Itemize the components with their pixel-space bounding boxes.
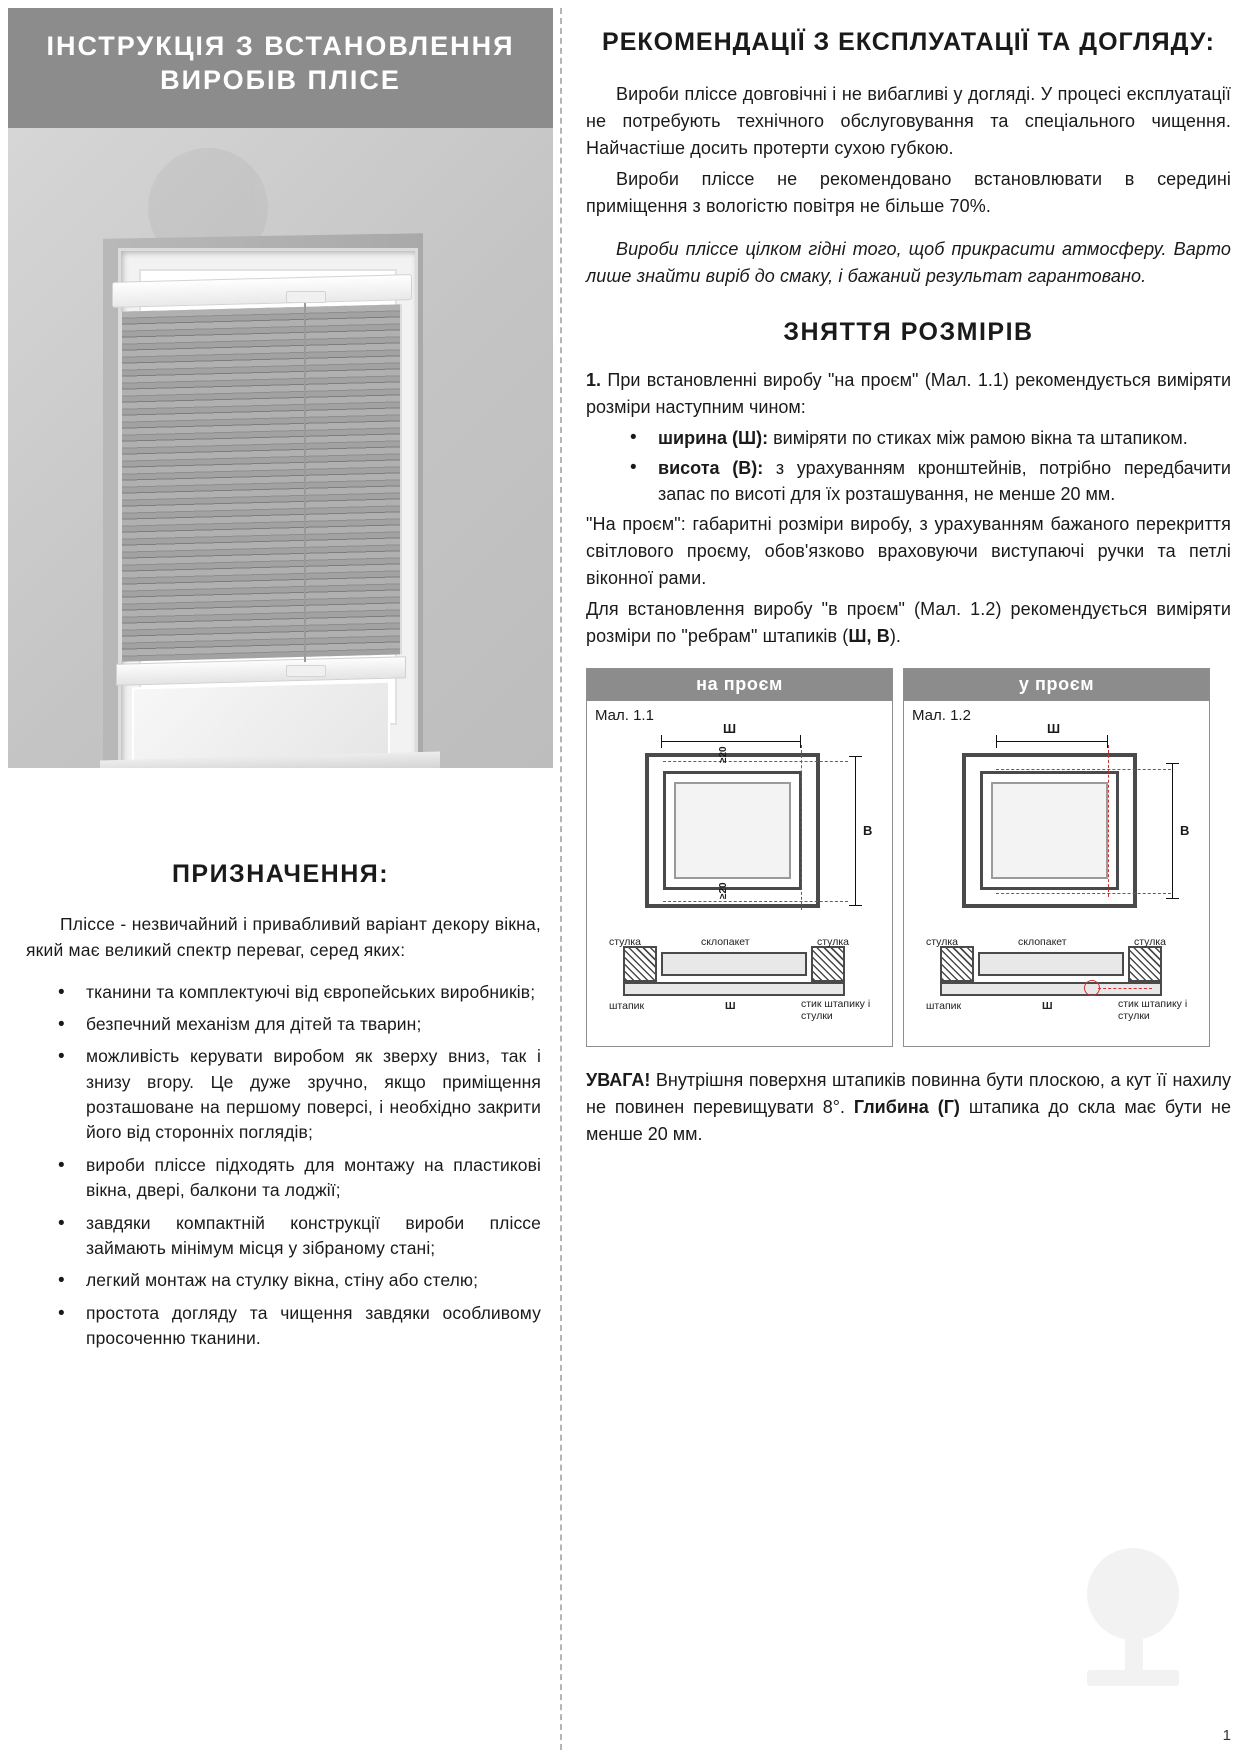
pleated-blind-fabric	[120, 304, 402, 661]
blind-top-handle	[286, 291, 326, 303]
measurement-bullet-list	[586, 425, 1231, 507]
figure-2-section-bead-left	[940, 946, 974, 982]
figure-2-sect-label-bead: штапик	[926, 999, 962, 1012]
figure-2-red-bottom	[996, 893, 1171, 894]
purpose-bullet-list	[28, 980, 541, 1352]
figure-1-height-tick-top	[849, 756, 862, 757]
height-desc: з урахуванням кронштейнів, потрібно передбачити запас по висоті для їх розташування, не менше 20 мм.	[658, 457, 1231, 504]
figure-2-width-line	[996, 741, 1108, 742]
figure-2-sect-label-joint: стик штапику і стулки	[1118, 997, 1188, 1022]
figure-2-label: Мал. 1.2	[912, 706, 971, 724]
list-item-height	[586, 455, 1231, 507]
page-number: 1	[1222, 1727, 1231, 1744]
measurement-step-1-number: 1.	[586, 369, 602, 390]
figure-2-window-sash	[980, 771, 1119, 890]
care-recommendations-heading: РЕКОМЕНДАЦІЇ З ЕКСПЛУАТАЦІЇ ТА ДОГЛЯДУ:	[602, 28, 1215, 56]
figure-1-gap-bottom: ≥20	[718, 882, 729, 899]
product-illustration	[8, 128, 553, 768]
purpose-heading: ПРИЗНАЧЕННЯ:	[171, 860, 390, 888]
figure-2-red-right	[1108, 745, 1109, 897]
width-desc: виміряти по стиках між рамою вікна та штапиком.	[768, 427, 1188, 448]
figure-2-sect-label-width: Ш	[1042, 999, 1053, 1012]
width-term: ширина (Ш):	[658, 427, 769, 448]
figure-1-height-line	[855, 756, 856, 906]
figure-2-height-line	[1172, 763, 1173, 899]
care-paragraph-3: Вироби пліссе цілком гідні того, щоб прикрасити атмосферу. Варто лише знайти виріб до смаку, і бажаний результат гарантовано.	[586, 238, 1231, 286]
right-column	[586, 26, 1231, 1148]
page-title-line-2: ВИРОБІВ ПЛІСЕ	[160, 64, 401, 95]
list-item: • тканини та комплектуючі від європейських виробників;	[28, 980, 541, 1005]
figure-2-section-bead-right	[1128, 946, 1162, 982]
figure-2-width-tick-left	[996, 735, 997, 748]
figure-2-section-glass	[978, 952, 1124, 976]
figure-2-body	[904, 701, 1209, 1046]
list-item: • безпечний механізм для дітей та тварин;	[28, 1012, 541, 1037]
figure-1-gap-top: ≥20	[718, 746, 729, 763]
figure-2-height-label: В	[1180, 822, 1190, 838]
left-column	[8, 8, 553, 1750]
purpose-intro-text: Пліссе - незвичайний і привабливий варіант декору вікна, який має великий спектр переваг, серед яких:	[26, 914, 541, 961]
warning-text-a: Внутрішня поверхня штапиків повинна бути плоскою, а кут її нахилу не повинен перевищувати 8°.	[586, 1069, 1231, 1117]
figure-1-body	[587, 701, 892, 1046]
figure-1-width-line	[661, 741, 801, 742]
figure-1-sect-label-sash-left: стулка	[609, 935, 641, 948]
list-item: • вироби пліссе підходять для монтажу на пластикові вікна, двері, балкони та лоджії;	[28, 1153, 541, 1204]
figure-2-window	[962, 753, 1137, 908]
list-item: • завдяки компактній конструкції вироби пліссе займають мінімум місця у зібраному стані;	[28, 1211, 541, 1262]
in-opening-paragraph	[586, 596, 1231, 650]
column-divider	[560, 8, 562, 1750]
document-title-band	[8, 8, 553, 128]
care-paragraph-1: Вироби пліссе довговічні і не вибагливі у догляді. У процесі експлуатації не потребують технічного обслуговування та спеціального чищення. Найчастіше досить протерти сухою губкою.	[586, 83, 1231, 158]
figure-2-sect-label-sash-left: стулка	[926, 935, 958, 948]
figure-1-width-label: Ш	[723, 720, 737, 736]
figure-2-width-label: Ш	[1047, 720, 1061, 736]
figure-1-section-bead-left	[623, 946, 657, 982]
measurement-step-1	[586, 367, 1231, 421]
figure-1-width-tick-left	[661, 735, 662, 748]
purpose-section	[8, 860, 553, 1351]
figure-1-sect-label-bead: штапик	[609, 999, 645, 1012]
watermark-icon-secondary	[1073, 1548, 1193, 1688]
figure-1-sect-label-joint: стик штапику і стулки	[801, 997, 871, 1022]
warning-text-b: штапика до скла має бути не менше 20 мм.	[586, 1096, 1231, 1144]
figure-group	[586, 668, 1231, 1047]
list-item-width	[586, 425, 1231, 451]
list-item: • можливість керувати виробом як зверху вниз, так і знизу вгору. Це дуже зручно, якщо приміщення розташоване на першому поверсі, і необхідно закрити його від сторонніх поглядів;	[28, 1044, 541, 1146]
in-opening-text-a: Для встановлення виробу "в проєм" (Мал. 1.2) рекомендується виміряти розміри по "ребрам" штапиків (	[586, 598, 1231, 646]
in-opening-text-b: ).	[889, 625, 902, 646]
in-opening-terms: Ш, В	[848, 625, 890, 646]
figure-1-section-glass	[661, 952, 807, 976]
blind-cord	[304, 302, 306, 662]
height-term: висота (В):	[658, 457, 764, 478]
figure-2-section-view	[922, 936, 1194, 1028]
figure-2-window-glass	[991, 782, 1108, 879]
care-paragraph-2: Вироби пліссе не рекомендовано встановлювати в середині приміщення з вологістю повітря не більше 70%.	[586, 168, 1231, 216]
figure-2-sect-label-glass: склопакет	[1018, 935, 1067, 948]
figure-2-header: у проєм	[904, 669, 1209, 701]
measurements-heading: ЗНЯТТЯ РОЗМІРІВ	[783, 317, 1034, 346]
figure-in-opening	[903, 668, 1210, 1047]
figure-1-section-bead-right	[811, 946, 845, 982]
list-item: • простота догляду та чищення завдяки особливому просоченню тканини.	[28, 1301, 541, 1352]
on-opening-paragraph: "На проєм": габаритні розміри виробу, з урахуванням бажаного перекриття світлового проєму, обов'язково враховуючи виступаючі ручки та петлі віконної рами.	[586, 513, 1231, 588]
figure-2-red-depth	[1098, 988, 1152, 989]
figure-1-window-sash	[663, 771, 802, 890]
figure-2-height-tick-bottom	[1166, 898, 1179, 899]
figure-1-height-tick-bottom	[849, 905, 862, 906]
figure-1-red-right	[801, 745, 802, 910]
page-title-line-1: ІНСТРУКЦІЯ З ВСТАНОВЛЕННЯ	[46, 31, 515, 61]
figure-1-sect-label-sash-right: стулка	[817, 935, 849, 948]
figure-1-red-top	[663, 761, 848, 762]
figure-1-red-bottom	[663, 901, 848, 902]
figure-2-height-tick-top	[1166, 763, 1179, 764]
figure-1-sect-label-glass: склопакет	[701, 935, 750, 948]
figure-1-window	[645, 753, 820, 908]
figure-1-section-view	[605, 936, 877, 1028]
figure-on-opening	[586, 668, 893, 1047]
list-item: • легкий монтаж на стулку вікна, стіну або стелю;	[28, 1268, 541, 1293]
warning-note	[586, 1067, 1231, 1148]
figure-2-sect-label-sash-right: стулка	[1134, 935, 1166, 948]
warning-label: УВАГА!	[586, 1069, 651, 1090]
measurement-step-1-text: При встановленні виробу "на проєм" (Мал. 1.1) рекомендується виміряти розміри наступним чином:	[586, 369, 1231, 417]
figure-1-header: на проєм	[587, 669, 892, 701]
figure-2-red-top	[996, 769, 1171, 770]
blind-bottom-handle	[286, 665, 326, 677]
figure-1-height-label: В	[863, 822, 873, 838]
figure-1-window-glass	[674, 782, 791, 879]
warning-depth-term: Глибина (Г)	[853, 1096, 960, 1117]
figure-1-label: Мал. 1.1	[595, 706, 654, 724]
figure-1-sect-label-width: Ш	[725, 999, 736, 1012]
figure-2-section-sash	[940, 982, 1162, 996]
window-glass	[132, 681, 390, 766]
figure-1-section-sash	[623, 982, 845, 996]
